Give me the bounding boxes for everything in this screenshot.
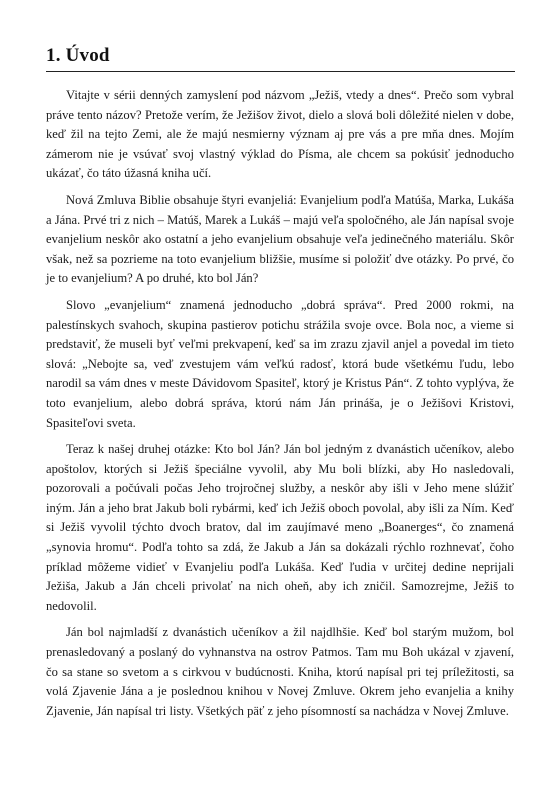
paragraph-who-was-john: Teraz k našej druhej otázke: Kto bol Ján? Ján bol jedným z dvanástich učeníkov, alebo apoštolov, ktorých si Ježiš špeciálne vyvolil, aby Mu boli blízki, aby Ho nasledovali, pozorovali a počúvali počas Jeho trojročnej služby, a neskôr aby išli v Jeho mene slúžiť iným. Ján a jeho brat Jakub boli rybármi, keď ich Ježiš oboch povolal, aby išli za Ním. Keď si Ježiš vyvolil týchto dvoch bratov, dal im zaujímavé meno „Boanerges“, čo znamená „synovia hromu“. Podľa tohto sa zdá, že Jakub a Ján sa dokázali rýchlo rozhnevať, čoho príklad môžeme vidieť v Evanjeliu podľa Lukáša. Keď ľudia v určitej dedine neprijali Ježiša, Jakub a Ján chceli privolať na nich oheň, aby ich zničil. Samozrejme, Ježiš to nedovolil. (46, 442, 514, 613)
paragraph-intro: Vitajte v sérii denných zamyslení pod názvom „Ježiš, vtedy a dnes“. Prečo som vybral práve tento názov? Pretože verím, že Ježišov život, dielo a slová boli dôležité nielen v dobe, keď žil na tejto Zemi, ale že majú nesmierny význam aj pre vás a pre mňa dnes. Mojím zámerom nie je vsúvať svoj vlastný výklad do Písma, ale chcem sa pokúsiť jednoducho ukázať, čo táto úžasná kniha učí. (46, 88, 514, 181)
title-underline (46, 71, 515, 72)
paragraph-gospels: Nová Zmluva Biblie obsahuje štyri evanjeliá: Evanjelium podľa Matúša, Marka, Lukáša a Jána. Prvé tri z nich – Matúš, Marek a Lukáš – majú veľa spoločného, ale Ján napísal svoje evanjelium neskôr ako ostatní a jeho evanjelium obsahuje veľa jedinečného materiálu. Skôr však, než sa pozrieme na toto evanjelium bližšie, musíme si položiť dve otázky. Po prvé, čo je to evanjelium? A po druhé, kto bol Ján? (46, 192, 514, 286)
paragraph-gospel-meaning: Slovo „evanjelium“ znamená jednoducho „dobrá správa“. Pred 2000 rokmi, na palestínskych svahoch, skupina pastierov potichu strážila svoje ovce. Bola noc, a vieme si predstaviť, že museli byť veľmi prekvapení, keď sa im zrazu zjavil anjel a povedal im tieto slová: „Nebojte sa, veď zvestujem vám veľkú radosť, ktorá bude všetkému ľudu, lebo narodil sa vám dnes v meste Dávidovom Spasiteľ, ktorý je Kristus Pán“. Z tohto vyplýva, že toto evanjelium, alebo dobrá správa, ktorú nám Ján prináša, je o Ježišovi Kristovi, Spasiteľovi sveta. (46, 297, 514, 430)
chapter-title: 1. Úvod (46, 45, 110, 66)
paragraph-john-later-life: Ján bol najmladší z dvanástich učeníkov a žil najdlhšie. Keď bol starým mužom, bol prenasledovaný a poslaný do vyhnanstva na ostrov Patmos. Tam mu Boh ukázal v zjavení, čo sa stane so svetom a s cirkvou v budúcnosti. Kniha, ktorú napísal pri tej príležitosti, sa volá Zjavenie Jána a je poslednou knihou v Novej Zmluve. Okrem jeho evanjelia a knihy Zjavenie, Ján napísal tri listy. Všetkých päť z jeho písomností sa nachádza v Novej Zmluve. (46, 625, 514, 718)
chapter-body (46, 86, 514, 728)
